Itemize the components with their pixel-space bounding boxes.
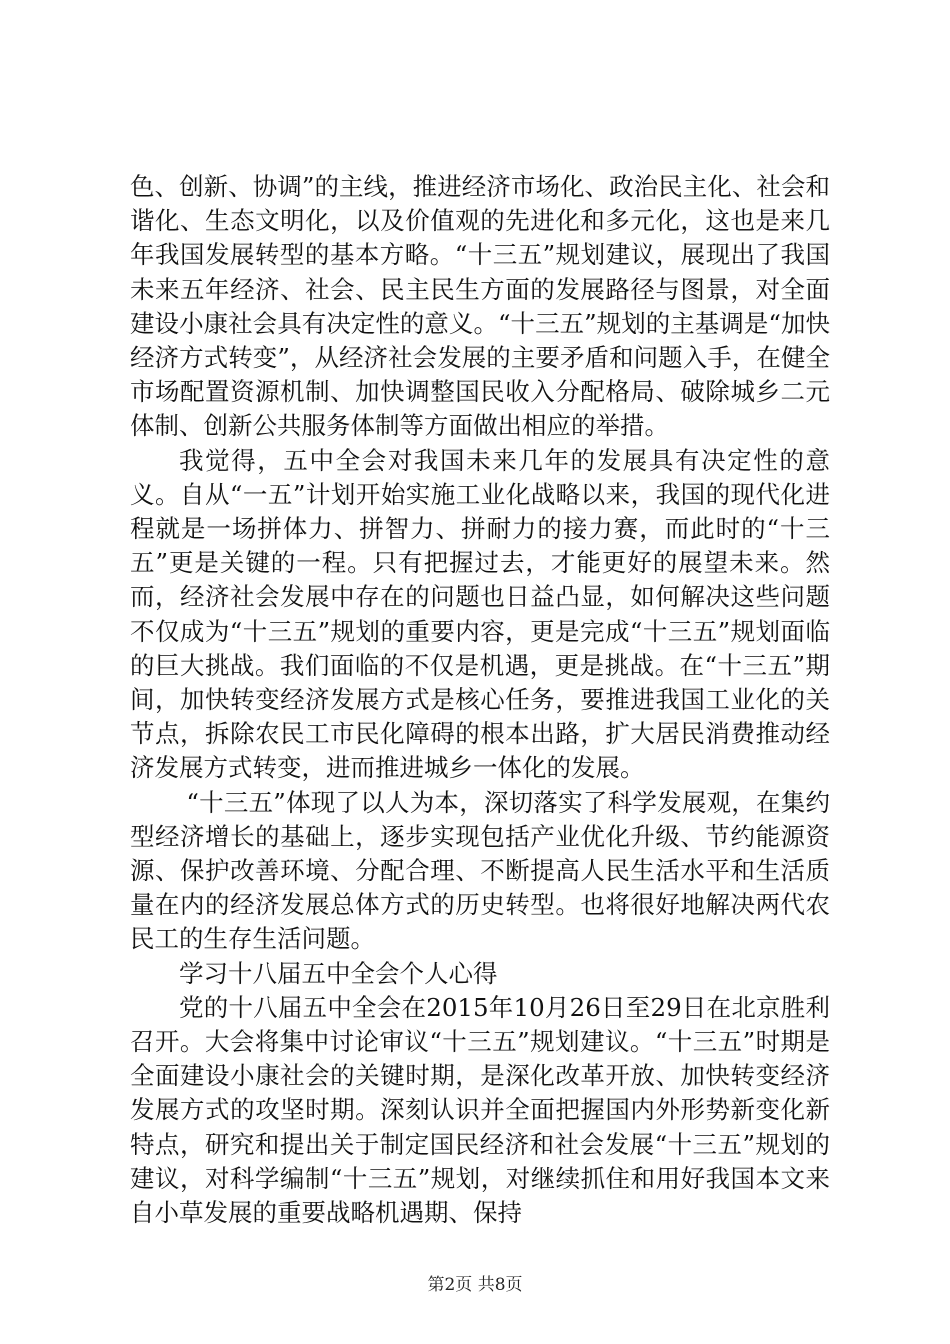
paragraph-continuation: 色、创新、协调”的主线，推进经济市场化、政治民主化、社会和谐化、生态文明化，以及价值观的先进化和多元化，这也是来几年我国发展转型的基本方略。“十三五”规划建议，展现出了我国未来五年经济、社会、民主民生方面的发展路径与图景，对全面建设小康社会具有决定性的意义。“十三五”规划的主基调是“加快经济方式转变”，从经济社会发展的主要矛盾和问题入手，在健全市场配置资源机制、加快调整国民收入分配格局、破除城乡二元体制、创新公共服务体制等方面做出相应的举措。 xyxy=(130,172,830,441)
paragraph-people-oriented: “十三五”体现了以人为本，深切落实了科学发展观，在集约型经济增长的基础上，逐步实现包括产业优化升级、节约能源资源、保护改善环境、分配合理、不断提高人民生活水平和生活质量在内的经济发展总体方式的历史转型。也将很好地解决两代农民工的生存生活问题。 xyxy=(130,787,830,954)
section-heading: 学习十八届五中全会个人心得 xyxy=(179,958,498,988)
paragraph-plenary-session: 党的十八届五中全会在2015年10月26日至29日在北京胜利召开。大会将集中讨论审议“十三五”规划建议。“十三五”时期是全面建设小康社会的关键时期，是深化改革开放、加快转变经济发展方式的攻坚时期。深刻认识并全面把握国内外形势新变化新特点，研究和提出关于制定国民经济和社会发展“十三五”规划的建议，对科学编制“十三五”规划，对继续抓住和用好我国本文来自小草发展的重要战略机遇期、保持 xyxy=(130,992,830,1228)
document-body xyxy=(130,170,830,1230)
page-footer: 第2页 共8页 xyxy=(427,1275,523,1295)
paragraph-opinion: 我觉得，五中全会对我国未来几年的发展具有决定性的意义。自从“一五”计划开始实施工业化战略以来，我国的现代化进程就是一场拼体力、拼智力、拼耐力的接力赛，而此时的“十三五”更是关键的一程。只有把握过去，才能更好的展望未来。然而，经济社会发展中存在的问题也日益凸显，如何解决这些问题不仅成为“十三五”规划的重要内容，更是完成“十三五”规划面临的巨大挑战。我们面临的不仅是机遇，更是挑战。在“十三五”期间，加快转变经济发展方式是核心任务，要推进我国工业化的关节点，拆除农民工市民化障碍的根本出路，扩大居民消费推动经济发展方式转变，进而推进城乡一体化的发展。 xyxy=(130,445,830,783)
